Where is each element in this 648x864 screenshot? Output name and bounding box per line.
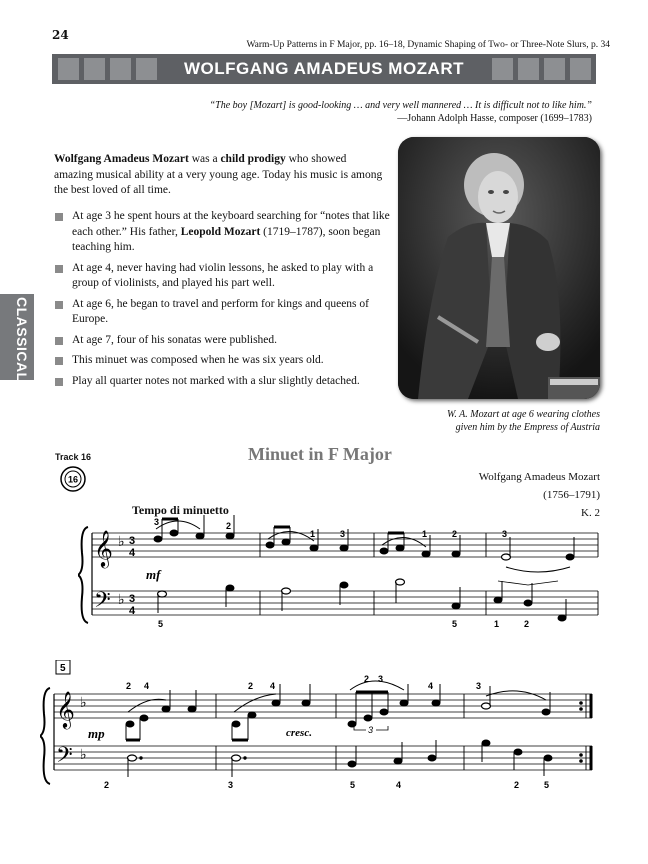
measure-number: 5	[60, 663, 66, 674]
treble-notes	[154, 515, 574, 560]
fact-item: Play all quarter notes not marked with a slur slightly detached.	[54, 374, 390, 390]
triplet-number: 3	[368, 725, 374, 735]
svg-text:4: 4	[144, 681, 150, 691]
intro-name: Wolfgang Amadeus Mozart	[54, 153, 189, 165]
caption-line-1: W. A. Mozart at age 6 wearing clothes	[446, 409, 600, 420]
track-number: 16	[67, 474, 79, 485]
svg-text:2: 2	[126, 681, 132, 691]
fact-item: At age 4, never having had violin lessons, he asked to play with a group of violinists, and played his part well.	[54, 261, 390, 292]
tempo-marking: Tempo di minuetto	[132, 503, 229, 517]
diminuendo-hairpin	[498, 581, 558, 585]
fact-item: This minuet was composed when he was six years old.	[54, 353, 390, 369]
side-tab-label: CLASSICAL	[14, 297, 30, 382]
square-bullet-icon	[55, 378, 63, 386]
svg-text:1: 1	[494, 619, 500, 629]
intro-rest: who showed amazing musical ability at a very young age. Today his music is among the best loved of all time.	[54, 153, 383, 196]
svg-text:3: 3	[154, 517, 160, 527]
header-reference: Warm-Up Patterns in F Major, pp. 16–18, Dynamic Shaping of Two- or Three-Note Slurs, p. 34	[246, 40, 610, 50]
fact-item: At age 6, he began to travel and perform for kings and queens of Europe.	[54, 297, 390, 328]
bass-clef-icon: 𝄢	[94, 587, 111, 617]
intro-highlight: child prodigy	[220, 153, 286, 165]
svg-text:2: 2	[226, 521, 232, 531]
caption-line-2: given him by the Empress of Austria	[455, 422, 600, 433]
fact-item: At age 3 he spent hours at the keyboard searching for “notes that like each other.” His father, Leopold Mozart (1719–1787), soon began teaching him.	[54, 209, 390, 256]
svg-text:4: 4	[270, 681, 276, 691]
flat-sign-icon: ♭	[80, 746, 87, 762]
svg-text:2: 2	[248, 681, 254, 691]
fact-item: At age 7, four of his sonatas were published.	[54, 333, 390, 349]
repeat-dots	[579, 701, 583, 763]
square-bullet-icon	[55, 357, 63, 365]
svg-text:4: 4	[428, 681, 434, 691]
treble-staff	[54, 694, 592, 718]
svg-text:2: 2	[104, 780, 110, 790]
svg-text:1: 1	[310, 529, 316, 539]
intro-middle: was a	[188, 153, 221, 165]
treble-clef-icon: 𝄞	[94, 530, 113, 566]
treble-clef-icon: 𝄞	[56, 691, 75, 727]
time-sig-top: 3	[129, 535, 136, 547]
page-number: 24	[52, 28, 69, 42]
svg-text:2: 2	[514, 780, 520, 790]
svg-text:3: 3	[340, 529, 346, 539]
piece-title: Minuet in F Major	[248, 444, 392, 464]
catalog-number: K. 2	[581, 507, 600, 519]
svg-text:5: 5	[544, 780, 550, 790]
svg-text:5: 5	[350, 780, 356, 790]
svg-text:2: 2	[524, 619, 530, 629]
svg-text:4: 4	[396, 780, 402, 790]
lh-fingerings	[158, 619, 529, 629]
square-bullet-icon	[55, 301, 63, 309]
svg-text:3: 3	[476, 681, 482, 691]
bass-clef-icon: 𝄢	[56, 742, 73, 772]
svg-text:5: 5	[452, 619, 458, 629]
track-label: Track 16	[55, 452, 92, 462]
intro-paragraph	[54, 152, 384, 199]
bass-staff	[92, 591, 598, 615]
flat-sign-icon: ♭	[118, 591, 125, 607]
mozart-portrait	[398, 137, 600, 399]
time-sig-top: 3	[129, 593, 136, 605]
composer-banner-title: WOLFGANG AMADEUS MOZART	[183, 59, 464, 78]
quote-source: —Johann Adolph Hasse, composer (1699–1783)	[397, 113, 592, 124]
rh-fingerings	[154, 517, 507, 539]
grand-staff-brace	[40, 688, 50, 784]
flat-sign-icon: ♭	[118, 533, 125, 549]
square-bullet-icon	[55, 213, 63, 221]
svg-text:2: 2	[364, 674, 370, 684]
crescendo-marking: cresc.	[286, 727, 312, 739]
svg-text:3: 3	[378, 674, 384, 684]
composer-credit	[479, 468, 600, 522]
time-sig-bottom: 4	[129, 605, 136, 617]
svg-text:5: 5	[158, 619, 164, 629]
score-system-2	[40, 660, 600, 794]
composer-name: Wolfgang Amadeus Mozart	[478, 471, 600, 483]
time-sig-bottom: 4	[129, 547, 136, 559]
slurs	[156, 521, 570, 572]
lh-fingerings	[104, 780, 549, 790]
square-bullet-icon	[55, 265, 63, 273]
cd-icon	[60, 466, 86, 492]
composer-dates: (1756–1791)	[543, 489, 600, 501]
section-side-tab	[0, 294, 34, 380]
svg-text:3: 3	[502, 529, 508, 539]
score-system-1	[78, 515, 600, 635]
flat-sign-icon: ♭	[80, 694, 87, 710]
svg-text:1: 1	[422, 529, 428, 539]
title-banner	[52, 54, 596, 84]
dynamic-marking: mp	[88, 726, 105, 741]
portrait-caption	[360, 408, 600, 434]
quote-text: “The boy [Mozart] is good-looking … and very well mannered … It is difficult not to like him.”	[209, 100, 592, 111]
facts-list	[54, 209, 390, 394]
dynamic-marking: mf	[146, 567, 161, 582]
bass-notes	[128, 740, 553, 777]
svg-text:2: 2	[452, 529, 458, 539]
svg-text:3: 3	[228, 780, 234, 790]
rh-fingerings	[126, 674, 481, 691]
square-bullet-icon	[55, 337, 63, 345]
grand-staff-brace	[78, 527, 88, 623]
